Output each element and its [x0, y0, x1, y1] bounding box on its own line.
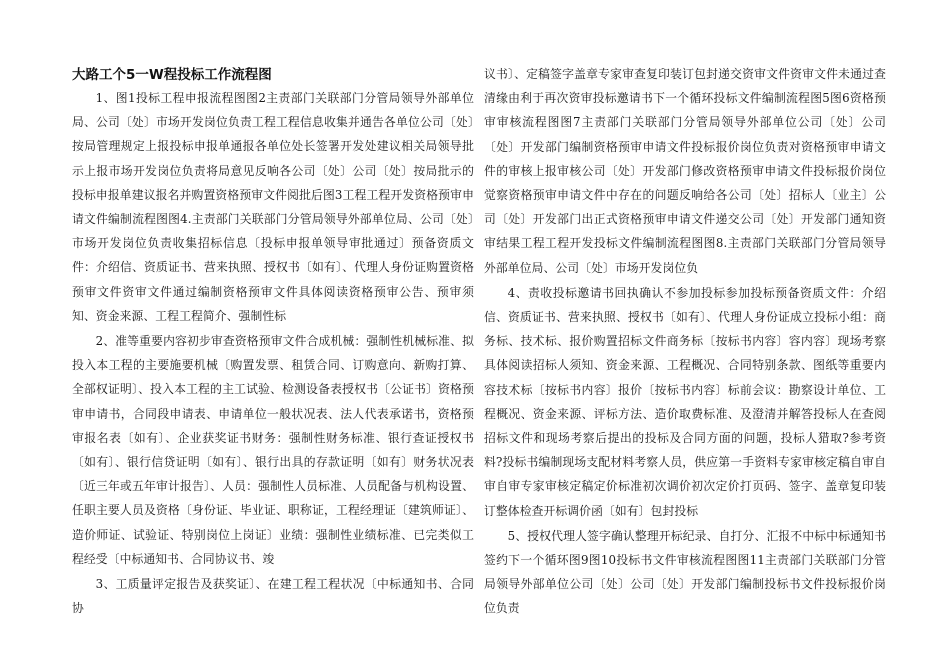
paragraph-2: 2、准等重要内容初步审查资格预审文件合成机械：强制性机械标准、拟投入本工程的主要施要机械〔购置发票、租赁合同、订购意向、新购打算、全部权证明〕、投入本工程的主工试验、检测设备表授权书〔公证书〕资格预审申请书，合同段申请表、申请单位一般状况表、法人代表承诺书，资格预审报名表〔如有〕、企业获奖证书财务：强制性财务标准、银行查证授权书〔如有〕、银行信贷证明〔如有〕、银行出具的存款证明〔如有〕财务状况表〔近三年或五年审计报告〕、人员：强制性人员标准、人员配备与机构设置、任职主要人员及资格〔身份证、毕业证、职称证，工程经理证〔建筑师证〕、造价师证、试验证、特别岗位上岗证〕业绩：强制性业绩标准、已完类似工程经受〔中标通知书、合同协议书、竣	[72, 334, 474, 566]
paragraph-3-continued: 议书〕、定稿签字盖章专家审查复印装订包封递交资审文件资审文件未通过查清缘由利于再次资审投标邀请书下一个循环投标文件编制流程图5图6资格预审审核流程图图7主责部门关联部门分管局领导外部单位公司〔处〕公司〔处〕开发部门编制资格预审申请文件投标报价岗位负责对资格预审申请文件的审核上报审核公司〔处〕开发部门修改资格预审申请文件投标报价岗位觉察资格预审申请文件中存在的问题反响给各公司〔处〕招标人〔业主〕公司〔处〕开发部门出正式资格预审申请文件递交公司〔处〕开发部门通知资审结果工程工程开发投标文件编制流程图图8.主责部门关联部门分管局领导外部单位局、公司〔处〕市场开发岗位负	[484, 67, 886, 275]
paragraph-1: 1、图1投标工程申报流程图图2主责部门关联部门分管局领导外部单位局、公司〔处〕市场开发岗位负责工程工程信息收集并通告各单位公司〔处〕按局管理规定上报投标申报单通报各单位处长签署开发处建议相关局领导批示上报市场开发岗位负责将局意见反响各公司〔处〕公司〔处〕按局批示的投标申报单建议报名并购置资格预审文件阅批后图3工程工程开发资格预审申请文件编制流程图图4.主责部门关联部门分管局领导外部单位局、公司〔处〕市场开发岗位负责收集招标信息〔投标申报单领导审批通过〕预备资质文件：介绍信、资质证书、营来执照、授权书〔如有〕、代理人身份证购置资格预审文件资审文件通过编制资格预审文件具体阅读资格预审公告、预审须知、资金来源、工程工程简介、强制性标	[72, 91, 474, 323]
paragraph-5: 5、授权代理人签字确认整理开标纪录、自打分、汇报不中标中标通知书签约下一个循环图9图10投标书文件审核流程图图11主责部门关联部门分管局领导外部单位公司〔处〕公司〔处〕开发部门编制投标书文件投标报价岗位负责	[484, 528, 886, 616]
paragraph-4: 4、责收投标邀请书回执确认不参加投标参加投标预备资质文件：介绍信、资质证书、营来执照、授权书〔如有〕、代理人身份证成立投标小组：商务标、技术标、报价购置招标文件商务标〔按标书内容〕容内容〕现场考察具体阅读招标人须知、资金来源、工程概况、合同特别条款、图纸等重要内容技术标〔按标书内容〕报价〔按标书内容〕标前会议：勘察设计单位、工程概况、资金来源、评标方法、造价取费标准、及澄清并解答投标人在查阅招标文件和现场考察后提出的投标及合同方面的问题，投标人猎取?参考资料?投标书编制现场支配材料考察人员，供应第一手资料专家审核定稿自审自审自审专家审核定稿定价标准初次调价初次定价打页码、签字、盖章复印装订整体检查开标调价函〔如有〕包封投标	[484, 285, 886, 518]
paragraph-3: 3、工质量评定报告及获奖证〕、在建工程工程状况〔中标通知书、合同协	[72, 577, 474, 616]
left-column	[72, 62, 474, 620]
right-column	[484, 62, 886, 621]
document-title: 大路工个5一W程投标工作流程图	[72, 67, 272, 83]
